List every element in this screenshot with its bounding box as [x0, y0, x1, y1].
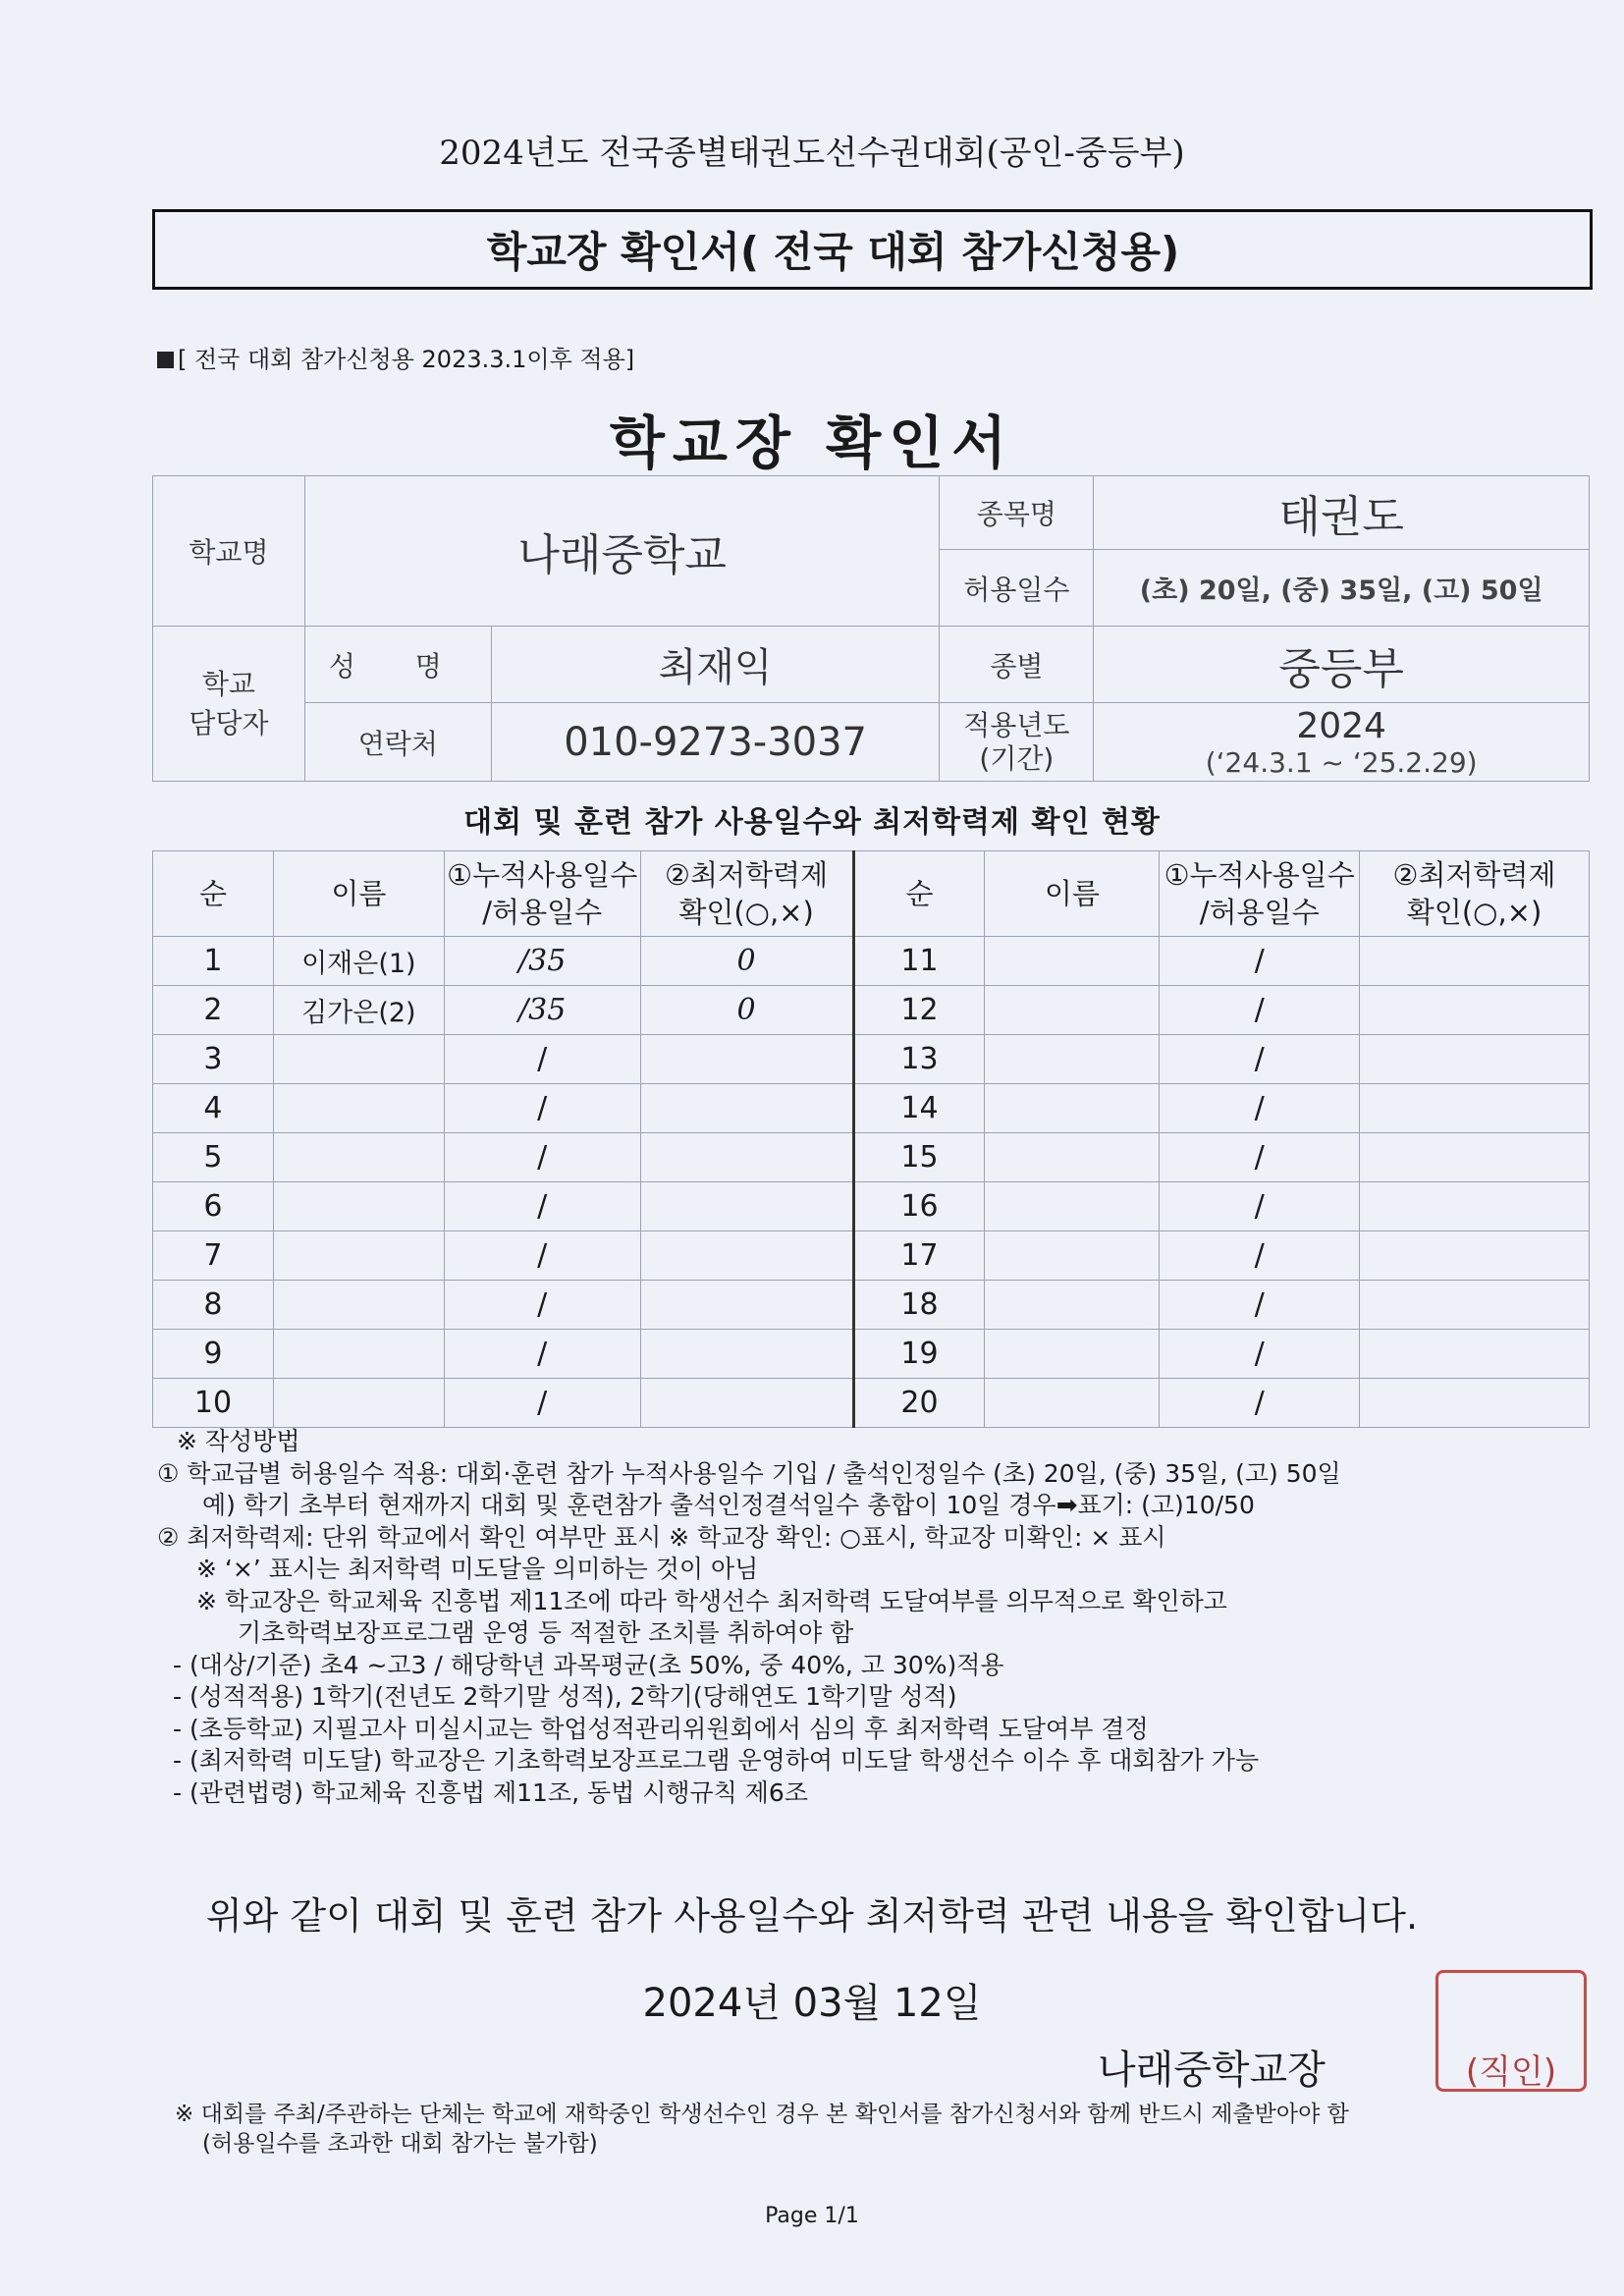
- row-name: [273, 1231, 444, 1281]
- row-days: /: [444, 1182, 640, 1231]
- row-check: [640, 1330, 853, 1379]
- row-days-2: /: [1160, 1231, 1360, 1281]
- row-days-2: /: [1160, 1133, 1360, 1182]
- row-name-2: [985, 1379, 1160, 1428]
- row-days: /: [444, 1231, 640, 1281]
- row-days: /: [444, 1330, 640, 1379]
- row-check: [640, 1035, 853, 1084]
- row-no: 8: [153, 1281, 274, 1330]
- row-name-2: [985, 937, 1160, 986]
- row-check-2: [1360, 986, 1590, 1035]
- name-value: 최재익: [491, 627, 940, 703]
- table-row: [153, 986, 1590, 1035]
- instruction-line: ① 학교급별 허용일수 적용: 대회·훈련 참가 누적사용일수 기입 / 출석인정일수 (초) 20일, (중) 35일, (고) 50일: [157, 1458, 1341, 1488]
- table-row: [153, 1035, 1590, 1084]
- row-check-2: [1360, 1231, 1590, 1281]
- row-name-2: [985, 1281, 1160, 1330]
- instructions-heading: ※ 작성방법: [177, 1427, 300, 1455]
- table-row: [153, 1330, 1590, 1379]
- header-no: 순: [153, 851, 274, 937]
- row-no: 2: [153, 986, 274, 1035]
- section-title: 대회 및 훈련 참가 사용일수와 최저학력제 확인 현황: [463, 805, 1161, 840]
- table-row: [153, 1182, 1590, 1231]
- row-name: [273, 1133, 444, 1182]
- row-check: 0: [640, 937, 853, 986]
- school-value: 나래중학교: [304, 476, 940, 627]
- header-no-2: 순: [853, 851, 985, 937]
- footnote-line: ※ 대회를 주최/주관하는 단체는 학교에 재학중인 학생선수인 경우 본 확인서를 참가신청서와 함께 반드시 제출받아야 함: [175, 2102, 1349, 2127]
- year-cell: [1094, 703, 1590, 782]
- square-bullet-icon: [157, 352, 174, 368]
- row-name: 이재은(1): [273, 937, 444, 986]
- instructions: [157, 1426, 1610, 1809]
- instruction-line: - (성적적용) 1학기(전년도 2학기말 성적), 2학기(당해연도 1학기말 성적): [173, 1682, 957, 1711]
- school-label: 학교명: [153, 476, 305, 627]
- instruction-example: [157, 1490, 1610, 1522]
- row-check: [640, 1281, 853, 1330]
- row-no: 9: [153, 1330, 274, 1379]
- row-no: 5: [153, 1133, 274, 1182]
- row-name-2: [985, 1035, 1160, 1084]
- allowed-days-label: 허용일수: [940, 550, 1094, 627]
- instruction-line: - (대상/기준) 초4 ~고3 / 해당학년 과목평균(초 50%, 중 40%, 고 30%)적용: [173, 1650, 1004, 1679]
- row-check: [640, 1231, 853, 1281]
- row-name-2: [985, 1084, 1160, 1133]
- allowed-days-value: (초) 20일, (중) 35일, (고) 50일: [1094, 550, 1590, 627]
- applicability-note: [157, 340, 634, 374]
- footnote: [175, 2100, 1598, 2159]
- roster-table: [152, 850, 1590, 1428]
- issue-date: 2024년 03월 12일: [642, 1981, 982, 2026]
- contact-label: 연락처: [304, 703, 491, 782]
- instruction-example-notation: 표기: (고)10/50: [1077, 1491, 1255, 1519]
- row-days-2: /: [1160, 1330, 1360, 1379]
- row-days-2: /: [1160, 1182, 1360, 1231]
- row-no: 10: [153, 1379, 274, 1428]
- year-value: 2024: [1296, 705, 1386, 746]
- row-days-2: /: [1160, 937, 1360, 986]
- confirmation-statement: 위와 같이 대회 및 훈련 참가 사용일수와 최저학력 관련 내용을 확인합니다.: [205, 1894, 1419, 1938]
- row-name-2: [985, 1231, 1160, 1281]
- row-days: /35: [444, 937, 640, 986]
- row-no: 3: [153, 1035, 274, 1084]
- row-no-2: 12: [853, 986, 985, 1035]
- row-check-2: [1360, 937, 1590, 986]
- title-box-text: 학교장 확인서( 전국 대회 참가신청용): [486, 228, 1180, 276]
- category-label: 종별: [940, 627, 1094, 703]
- row-days-2: /: [1160, 1035, 1360, 1084]
- row-days: /: [444, 1281, 640, 1330]
- row-days-2: /: [1160, 1281, 1360, 1330]
- row-days-2: /: [1160, 1084, 1360, 1133]
- row-days: /: [444, 1084, 640, 1133]
- row-days: /35: [444, 986, 640, 1035]
- header-check: ②최저학력제 확인(○,×): [640, 851, 853, 937]
- row-name: [273, 1330, 444, 1379]
- row-name: [273, 1084, 444, 1133]
- principal-signature-line: 나래중학교장: [1098, 2048, 1326, 2093]
- contact-value: 010-9273-3037: [491, 703, 940, 782]
- row-no: 4: [153, 1084, 274, 1133]
- seal-label: (직인): [1465, 2052, 1557, 2092]
- row-no-2: 13: [853, 1035, 985, 1084]
- row-no-2: 19: [853, 1330, 985, 1379]
- row-name: [273, 1281, 444, 1330]
- year-label: 적용년도 (기간): [940, 703, 1094, 782]
- row-no-2: 17: [853, 1231, 985, 1281]
- table-row: [153, 1379, 1590, 1428]
- row-check: [640, 1084, 853, 1133]
- name-label: 성 명: [304, 627, 491, 703]
- instruction-line: - (초등학교) 지필고사 미실시교는 학업성적관리위원회에서 심의 후 최저학력 도달여부 결정: [173, 1714, 1149, 1743]
- instruction-example-text: 예) 학기 초부터 현재까지 대회 및 훈련참가 출석인정결석일수 총합이 10일 경우: [202, 1491, 1056, 1519]
- row-days-2: /: [1160, 986, 1360, 1035]
- row-name: [273, 1035, 444, 1084]
- row-name: 김가은(2): [273, 986, 444, 1035]
- row-no-2: 16: [853, 1182, 985, 1231]
- header-days: ①누적사용일수 /허용일수: [444, 851, 640, 937]
- row-name-2: [985, 986, 1160, 1035]
- header-check-2: ②최저학력제 확인(○,×): [1360, 851, 1590, 937]
- row-days: /: [444, 1133, 640, 1182]
- row-check: [640, 1133, 853, 1182]
- instruction-line: - (관련법령) 학교체육 진흥법 제11조, 동법 시행규칙 제6조: [173, 1777, 808, 1807]
- period-value: (‘24.3.1 ~ ‘25.2.29): [1205, 745, 1478, 779]
- competition-header: 2024년도 전국종별태권도선수권대회(공인-중등부): [439, 134, 1185, 173]
- row-no-2: 14: [853, 1084, 985, 1133]
- row-no: 6: [153, 1182, 274, 1231]
- event-value: 태권도: [1094, 476, 1590, 550]
- document-title: 학교장 확인서: [609, 410, 1015, 476]
- table-row: [153, 1084, 1590, 1133]
- instruction-line: - (최저학력 미도달) 학교장은 기초학력보장프로그램 운영하여 미도달 학생선수 이수 후 대회참가 가능: [173, 1746, 1260, 1775]
- arrow-right-icon: ➡: [1056, 1491, 1078, 1520]
- row-no: 1: [153, 937, 274, 986]
- table-row: [153, 937, 1590, 986]
- row-check-2: [1360, 1281, 1590, 1330]
- row-check-2: [1360, 1035, 1590, 1084]
- applicability-note-text: [ 전국 대회 참가신청용 2023.3.1이후 적용]: [178, 346, 635, 373]
- manager-label: 학교 담당자: [153, 627, 305, 782]
- header-name: 이름: [273, 851, 444, 937]
- row-check-2: [1360, 1182, 1590, 1231]
- row-name-2: [985, 1133, 1160, 1182]
- row-name-2: [985, 1182, 1160, 1231]
- row-check-2: [1360, 1330, 1590, 1379]
- row-check-2: [1360, 1133, 1590, 1182]
- event-label: 종목명: [940, 476, 1094, 550]
- row-check: 0: [640, 986, 853, 1035]
- row-name-2: [985, 1330, 1160, 1379]
- instruction-line: ② 최저학력제: 단위 학교에서 확인 여부만 표시 ※ 학교장 확인: ○표시, 학교장 미확인: × 표시: [157, 1522, 1166, 1552]
- instruction-line: ※ ‘×’ 표시는 최저학력 미도달을 의미하는 것이 아님: [196, 1555, 759, 1583]
- header-name-2: 이름: [985, 851, 1160, 937]
- table-row: [153, 1281, 1590, 1330]
- table-row: [153, 1133, 1590, 1182]
- row-no: 7: [153, 1231, 274, 1281]
- instruction-line: ※ 학교장은 학교체육 진흥법 제11조에 따라 학생선수 최저학력 도달여부를 의무적으로 확인하고: [196, 1586, 1227, 1615]
- row-name: [273, 1379, 444, 1428]
- row-days-2: /: [1160, 1379, 1360, 1428]
- row-days: /: [444, 1379, 640, 1428]
- row-check: [640, 1182, 853, 1231]
- row-no-2: 15: [853, 1133, 985, 1182]
- header-days-2: ①누적사용일수 /허용일수: [1160, 851, 1360, 937]
- row-no-2: 20: [853, 1379, 985, 1428]
- category-value: 중등부: [1094, 627, 1590, 703]
- row-no-2: 11: [853, 937, 985, 986]
- row-no-2: 18: [853, 1281, 985, 1330]
- table-row: [153, 1231, 1590, 1281]
- footnote-line: (허용일수를 초과한 대회 참가는 불가함): [202, 2131, 598, 2157]
- row-days: /: [444, 1035, 640, 1084]
- row-check-2: [1360, 1379, 1590, 1428]
- title-box: [152, 209, 1593, 290]
- page-number: Page 1/1: [765, 2204, 859, 2228]
- info-table: [152, 475, 1590, 782]
- row-name: [273, 1182, 444, 1231]
- roster-header-row: [153, 851, 1590, 937]
- row-check-2: [1360, 1084, 1590, 1133]
- instruction-line: 기초학력보장프로그램 운영 등 적절한 조치를 취하여야 함: [238, 1618, 854, 1647]
- row-check: [640, 1379, 853, 1428]
